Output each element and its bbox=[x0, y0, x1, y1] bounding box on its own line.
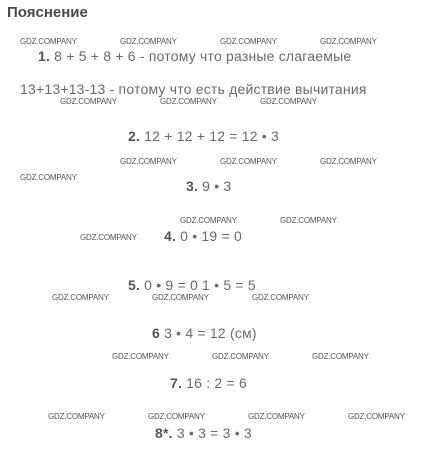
line-number: 5. bbox=[128, 277, 141, 293]
watermark: GDZ.COMPANY bbox=[320, 37, 377, 46]
solution-line-1b bbox=[20, 81, 367, 97]
line-number: 4. bbox=[164, 228, 177, 244]
watermark: GDZ.COMPANY bbox=[220, 37, 277, 46]
watermark: GDZ.COMPANY bbox=[48, 412, 105, 421]
line-number: 3. bbox=[186, 178, 199, 194]
page-title: Пояснение bbox=[7, 4, 88, 21]
line-text: 0 • 9 = 0 1 • 5 = 5 bbox=[140, 277, 256, 293]
solution-line-6 bbox=[152, 325, 257, 341]
watermark: GDZ.COMPANY bbox=[152, 293, 209, 302]
line-number: 7. bbox=[170, 375, 183, 391]
line-text: 0 • 19 = 0 bbox=[176, 228, 242, 244]
line-number: 1. bbox=[38, 48, 51, 64]
line-number: 2. bbox=[128, 128, 141, 144]
watermark: GDZ.COMPANY bbox=[52, 293, 109, 302]
watermark: GDZ.COMPANY bbox=[348, 412, 405, 421]
watermark: GDZ.COMPANY bbox=[260, 97, 317, 106]
line-text: 8 + 5 + 8 + 6 - потому что разные слагаемые bbox=[50, 48, 352, 64]
watermark: GDZ.COMPANY bbox=[312, 352, 369, 361]
line-text: 13+13+13-13 - потому что есть действие вычитания bbox=[20, 81, 367, 97]
watermark: GDZ.COMPANY bbox=[220, 157, 277, 166]
solution-line-4 bbox=[164, 228, 242, 244]
solution-line-8 bbox=[155, 425, 252, 441]
solution-line-3 bbox=[186, 178, 231, 194]
solution-line-7 bbox=[170, 375, 247, 391]
line-number: 8*. bbox=[155, 425, 173, 441]
line-text: 3 • 3 = 3 • 3 bbox=[172, 425, 252, 441]
watermark: GDZ.COMPANY bbox=[320, 157, 377, 166]
solution-line-5 bbox=[128, 277, 256, 293]
watermark: GDZ.COMPANY bbox=[60, 97, 117, 106]
line-text: 3 • 4 = 12 (см) bbox=[160, 325, 257, 341]
watermark: GDZ.COMPANY bbox=[80, 233, 137, 242]
line-text: 16 : 2 = 6 bbox=[182, 375, 247, 391]
watermark: GDZ.COMPANY bbox=[248, 412, 305, 421]
solution-line-2 bbox=[128, 128, 279, 144]
line-text: 9 • 3 bbox=[198, 178, 232, 194]
watermark: GDZ.COMPANY bbox=[180, 216, 237, 225]
watermark: GDZ.COMPANY bbox=[120, 37, 177, 46]
watermark: GDZ.COMPANY bbox=[160, 97, 217, 106]
line-text: 12 + 12 + 12 = 12 • 3 bbox=[140, 128, 279, 144]
solution-line-1 bbox=[38, 48, 351, 64]
watermark: GDZ.COMPANY bbox=[252, 293, 309, 302]
watermark: GDZ.COMPANY bbox=[120, 157, 177, 166]
watermark: GDZ.COMPANY bbox=[20, 173, 77, 182]
watermark: GDZ.COMPANY bbox=[212, 352, 269, 361]
line-number: 6 bbox=[152, 325, 160, 341]
watermark: GDZ.COMPANY bbox=[112, 352, 169, 361]
watermark: GDZ.COMPANY bbox=[20, 37, 77, 46]
watermark: GDZ.COMPANY bbox=[280, 216, 337, 225]
watermark: GDZ.COMPANY bbox=[148, 412, 205, 421]
